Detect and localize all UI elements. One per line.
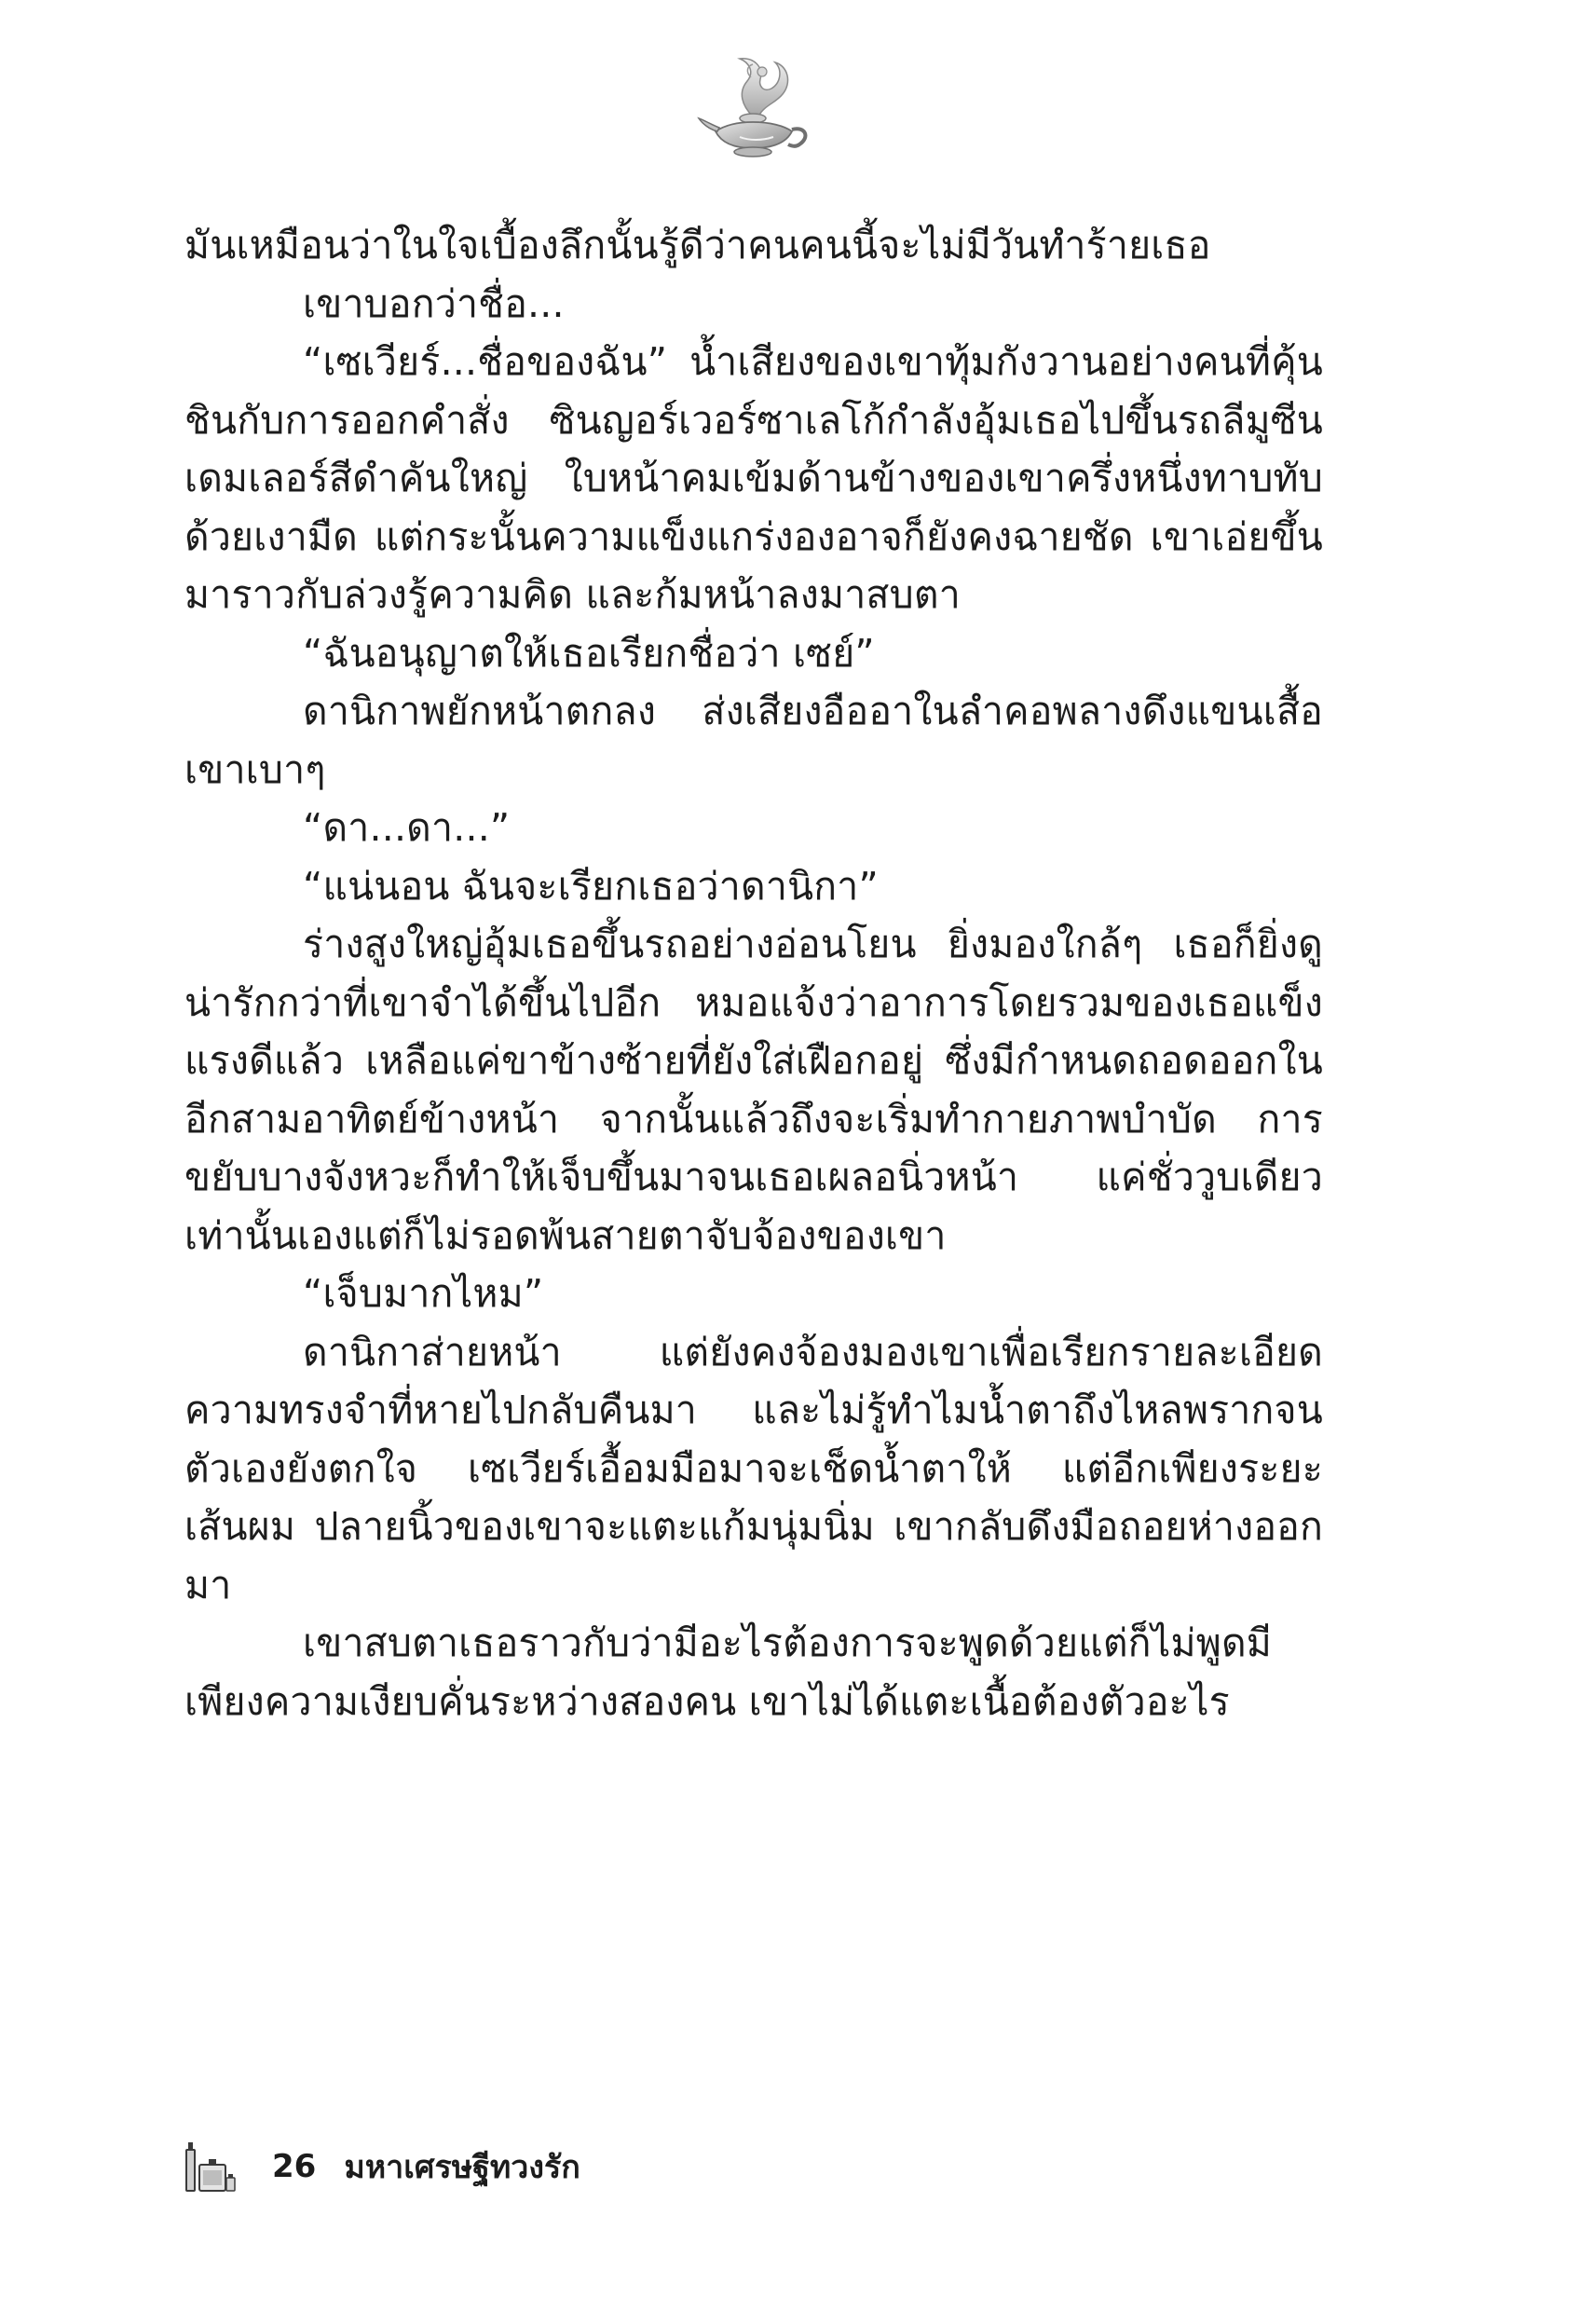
paragraph: ดานิกาพยักหน้าตกลง ส่งเสียงอืออาในลำคอพลางดึงแขนเสื้อเขาเบาๆ (184, 689, 1323, 792)
paragraph: ร่างสูงใหญ่อุ้มเธอขึ้นรถอย่างอ่อนโยน ยิ่งมองใกล้ๆ เธอก็ยิ่งดูน่ารักกว่าที่เขาจำได้ขึ้นไปอีก หมอแจ้งว่าอาการโดยรวมของเธอแข็งแรงดีแล้ว เหลือแค่ขาข้างซ้ายที่ยังใส่เฝือกอยู่ ซึ่งมีกำหนดถอดออกในอีกสามอาทิตย์ข้างหน้า จากนั้นแล้วถึงจะเริ่มทำกายภาพบำบัด การขยับบางจังหวะก็ทำให้เจ็บขึ้นมาจนเธอเผลอนิ่วหน้า แค่ชั่ววูบเดียวเท่านั้นเองแต่ก็ไม่รอดพ้นสายตาจับจ้องของเขา (184, 922, 1323, 1258)
paragraph: ดานิกาส่ายหน้า แต่ยังคงจ้องมองเขาเพื่อเรียกรายละเอียดความทรงจำที่หายไปกลับคืนมา และไม่รู้ทำไมน้ำตาถึงไหลพรากจนตัวเองยังตกใจ เซเวียร์เอื้อมมือมาจะเช็ดน้ำตาให้ แต่อีกเพียงระยะเส้นผม ปลายนิ้วของเขาจะแตะแก้มนุ่มนิ่ม เขากลับดึงมือถอยห่างออกมา (184, 1329, 1323, 1607)
paragraph: “ฉันอนุญาตให้เธอเรียกชื่อว่า เซย์” (303, 630, 875, 676)
paragraph: เขาบอกว่าชื่อ... (303, 280, 565, 326)
paragraph: “เซเวียร์...ชื่อของฉัน” น้ำเสียงของเขาทุ้มกังวานอย่างคนที่คุ้นชินกับการออกคำสั่ง ซินญอร์เวอร์ซาเลโก้กำลังอุ้มเธอไปขึ้นรถลีมูซีนเดมเลอร์สีดำคันใหญ่ ใบหน้าคมเข้มด้านข้างของเขาครึ่งหนึ่งทาบทับด้วยเงามืด แต่กระนั้นความแข็งแกร่งองอาจก็ยังคงฉายชัด เขาเอ่ยขึ้นมาราวกับล่วงรู้ความคิด และก้มหน้าลงมาสบตา (184, 339, 1323, 617)
genie-lamp-icon (695, 51, 816, 163)
paragraph: “เจ็บมากไหม” (303, 1271, 544, 1316)
paragraph: “แน่นอน ฉันจะเรียกเธอว่าดานิกา” (303, 863, 879, 909)
paragraph: มันเหมือนว่าในใจเบื้องลึกนั้นรู้ดีว่าคนคนนี้จะไม่มีวันทำร้ายเธอ (184, 223, 1211, 267)
body-text (184, 216, 1323, 1730)
paragraph: เขาสบตาเธอราวกับว่ามีอะไรต้องการจะพูดด้วยแต่ก็ไม่พูดมีเพียงความเงียบคั่นระหว่างสองคน เขาไม่ได้แตะเนื้อต้องตัวอะไร (184, 1620, 1273, 1724)
book-title: มหาเศรษฐีทวงรัก (344, 2149, 580, 2186)
perfume-bottles-icon (183, 2139, 239, 2195)
page-footer (183, 2134, 928, 2199)
paragraph: “ดา...ดา...” (303, 805, 511, 850)
page-number: 26 (272, 2148, 317, 2185)
